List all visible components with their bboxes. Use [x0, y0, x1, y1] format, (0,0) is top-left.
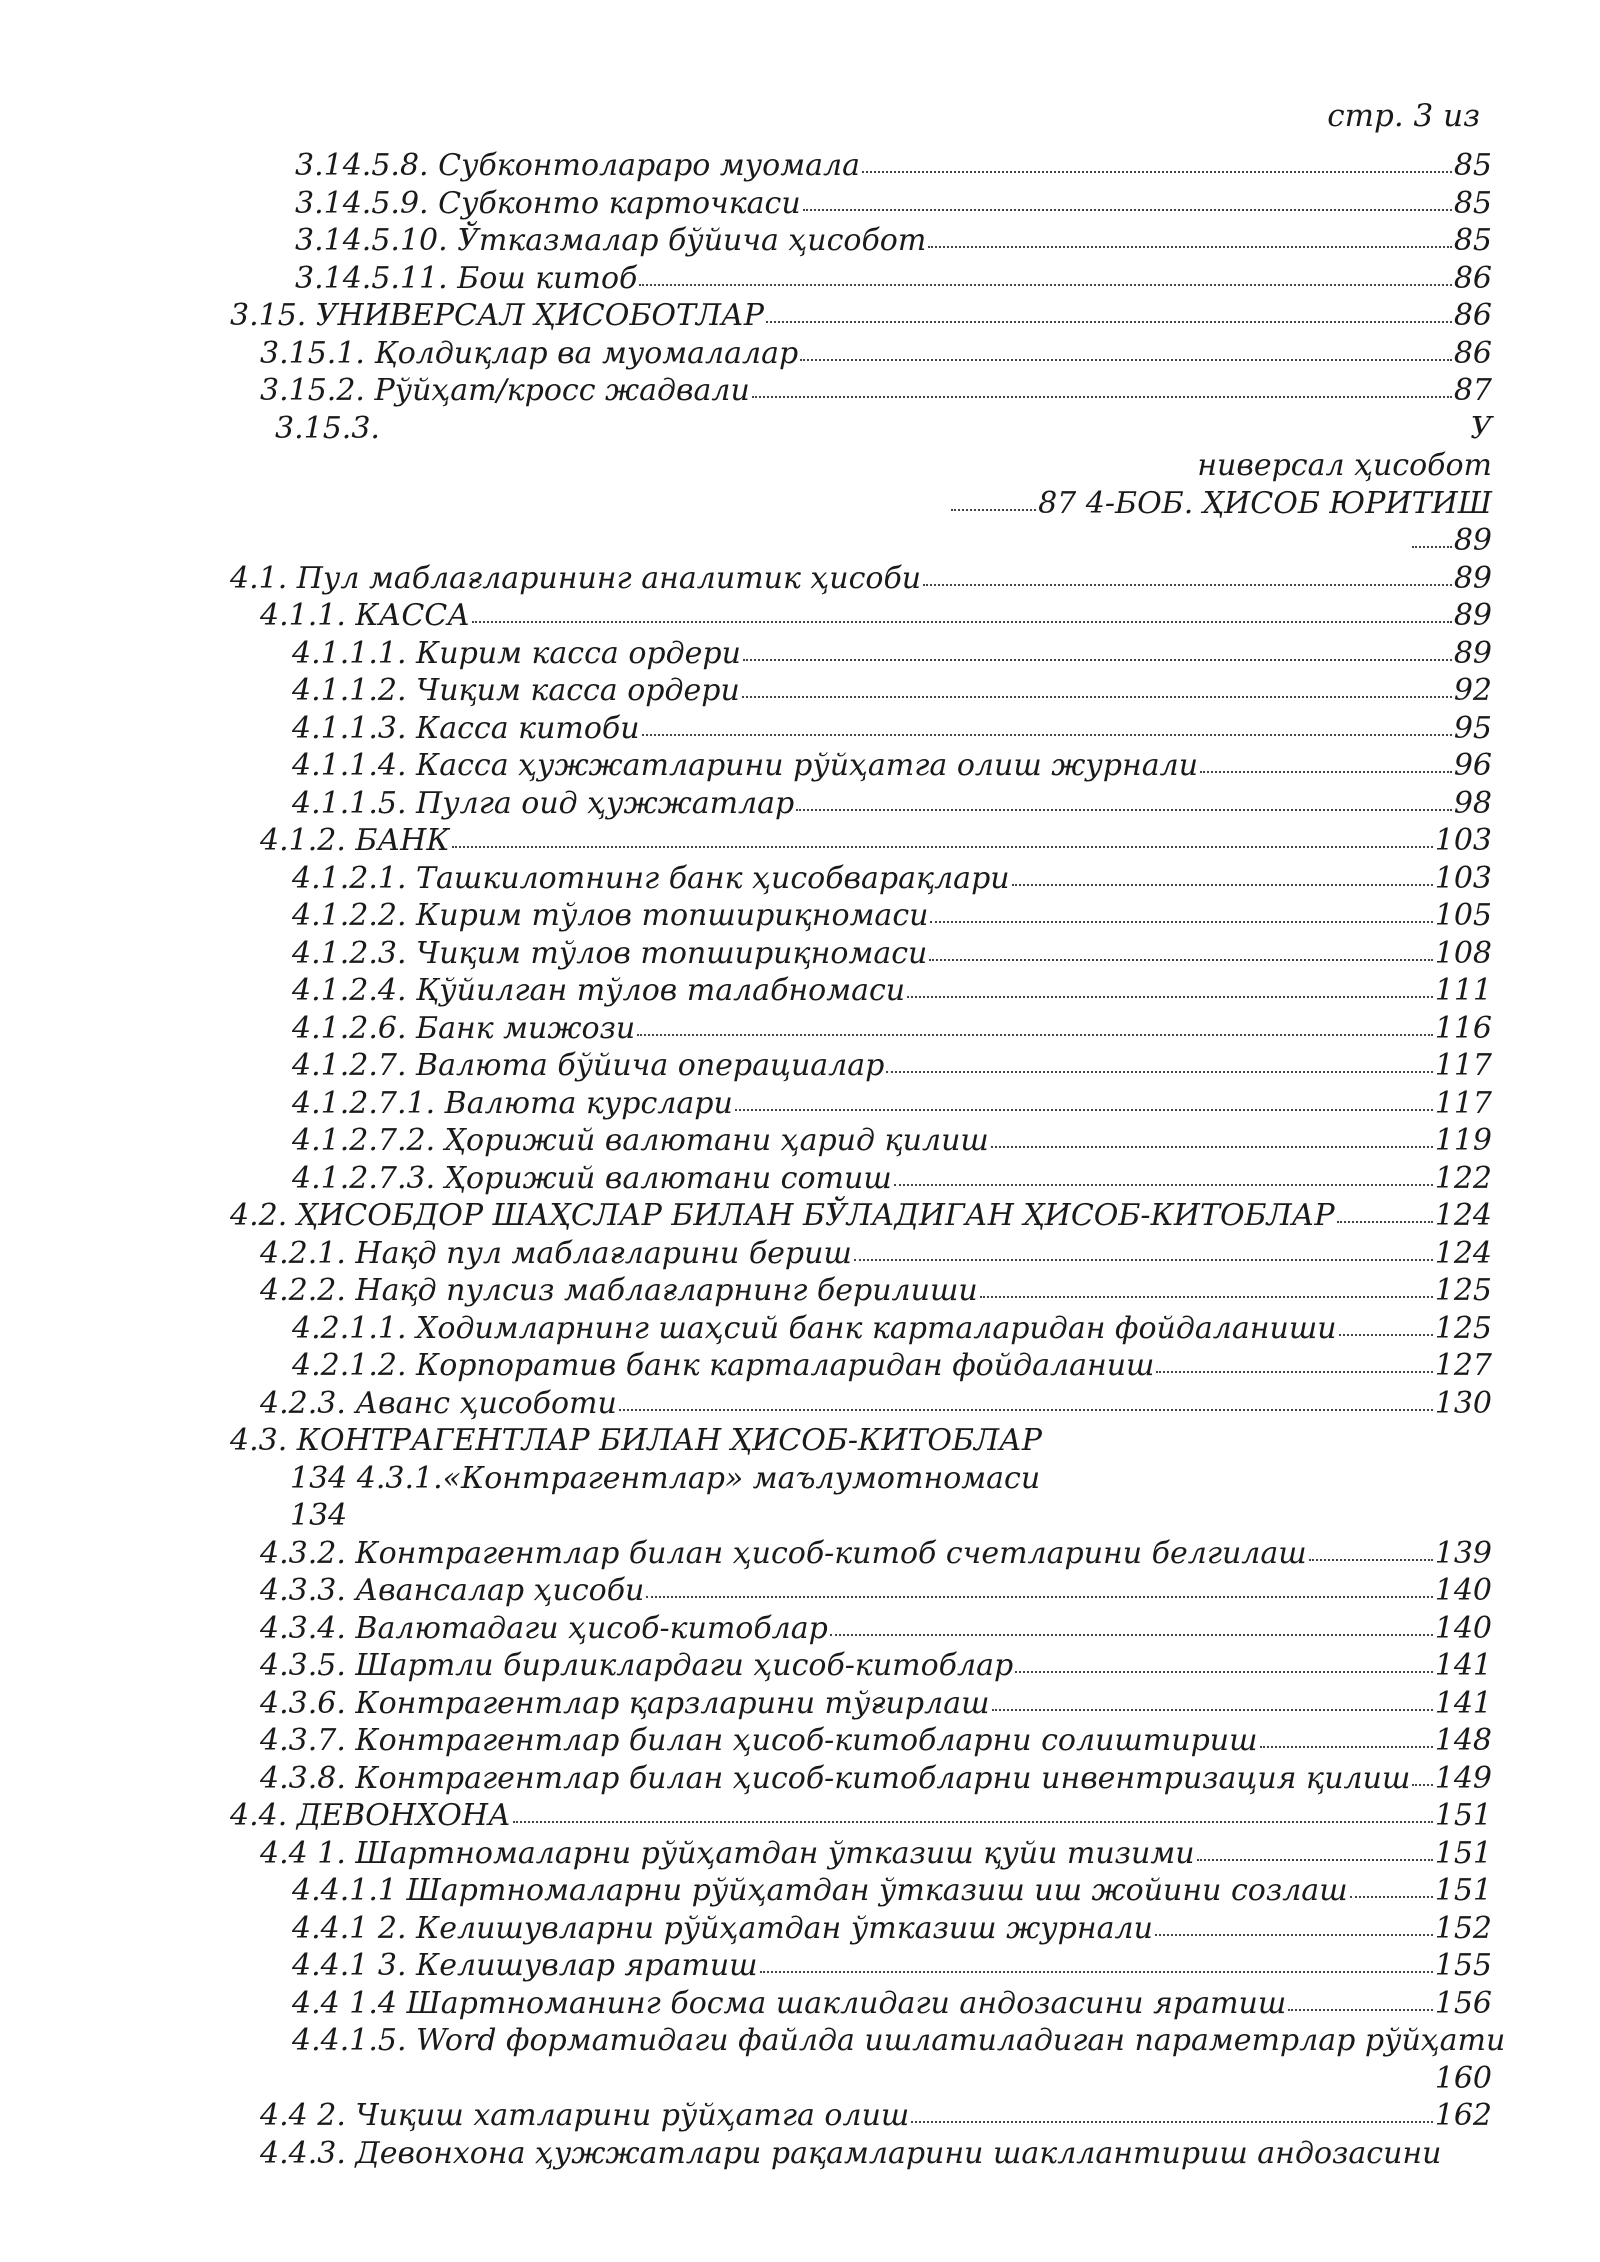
toc-entry-title: 3.15.2. Рўйҳат/кросс жадвали [260, 373, 750, 408]
toc-entry-leader [803, 209, 1452, 211]
toc-entry-title: 3.15.1. Қолдиқлар ва муомалалар [260, 335, 799, 371]
toc-entry-page: 86 [1453, 298, 1492, 333]
toc-entry-title: 4.1.1.3. Касса китоби [292, 710, 640, 746]
toc-entry-title: 4.2.1.2. Корпоратив банк карталаридан фойдаланиш [292, 1348, 1155, 1383]
toc-entry[interactable] [0, 522, 1600, 560]
toc-entry-title: 134 [290, 1498, 348, 1533]
table-of-contents [0, 147, 1600, 2172]
toc-entry-leader [735, 1109, 1433, 1111]
toc-entry[interactable] [0, 1047, 1600, 1085]
toc-entry-page: 125 [1434, 1310, 1492, 1346]
toc-entry-leader [911, 2121, 1432, 2123]
toc-entry-title: 3.15. УНИВЕРСАЛ ҲИСОБОТЛАР [230, 298, 764, 333]
toc-entry[interactable] [0, 1010, 1600, 1048]
toc-entry-page: 86 [1453, 335, 1492, 371]
toc-entry-leader [1197, 1859, 1433, 1861]
toc-entry[interactable] [0, 1872, 1600, 1910]
toc-entry-leader [929, 959, 1432, 961]
toc-entry[interactable] [0, 785, 1600, 823]
toc-entry-leader [800, 359, 1452, 361]
toc-entry-leader [1156, 1371, 1432, 1373]
toc-entry[interactable] [0, 1197, 1600, 1235]
toc-entry-page: 86 [1453, 260, 1492, 296]
toc-entry-page: 98 [1453, 785, 1492, 821]
toc-entry-page: 151 [1434, 1835, 1492, 1871]
toc-entry-title: 4.1. Пул маблағларининг аналитик ҳисоби [230, 560, 922, 596]
toc-entry-title: 4.4 1.4 Шартноманинг босма шаклидаги андозасини яратиш [292, 1985, 1287, 2021]
toc-entry-leader [766, 321, 1452, 323]
toc-entry-title: 3.14.5.9. Субконто карточкаси [295, 185, 801, 221]
toc-entry-page: 119 [1434, 1123, 1492, 1158]
toc-entry[interactable] [0, 1910, 1600, 1948]
toc-entry-page: 151 [1434, 1873, 1492, 1908]
toc-entry-leader [752, 396, 1452, 398]
toc-entry-leader [452, 846, 1433, 848]
toc-entry-leader [642, 734, 1452, 736]
toc-entry[interactable] [0, 1797, 1600, 1835]
toc-entry-leader [928, 246, 1452, 248]
toc-entry-page: 103 [1434, 860, 1492, 896]
toc-entry-page: 140 [1434, 1610, 1492, 1646]
toc-entry-leader [1337, 1221, 1433, 1223]
toc-entry-title: 4.1.1.4. Касса ҳужжатларини рўйҳатга олиш журнали [292, 748, 1199, 783]
toc-entry-title: 4.1.1.2. Чиқим касса ордери [292, 673, 740, 708]
toc-entry-leader [619, 1409, 1433, 1411]
toc-entry-leader [930, 921, 1432, 923]
toc-entry-page: 124 [1434, 1198, 1492, 1233]
toc-entry-title: 4.3.4. Валютадаги ҳисоб-китоблар [260, 1610, 828, 1646]
toc-entry[interactable] [0, 1085, 1600, 1123]
toc-entry[interactable] [0, 1460, 1600, 1498]
toc-entry-title: 4.4 1. Шартномаларни рўйҳатдан ўтказиш қуйи тизими [260, 1835, 1195, 1871]
toc-entry-title: 4.3.2. Контрагентлар билан ҳисоб-китоб счетларини белгилаш [260, 1535, 1307, 1571]
toc-entry-title: 3.14.5.8. Субконтолараро муомала [295, 148, 860, 183]
toc-entry-leader [1309, 1559, 1433, 1561]
toc-entry-leader [1200, 771, 1452, 773]
toc-entry-page: 139 [1434, 1535, 1492, 1571]
toc-entry-title: 3.14.5.10. Ўтказмалар бўйича ҳисобот [295, 223, 927, 258]
toc-entry-title: 4.3. КОНТРАГЕНТЛАР БИЛАН ҲИСОБ-КИТОБЛАР [230, 1423, 1042, 1458]
toc-entry[interactable] [0, 2060, 1600, 2098]
toc-entry-page: 148 [1434, 1723, 1492, 1758]
toc-entry-title: 4.3.5. Шартли бирликлардаги ҳисоб-китоблар [260, 1648, 1014, 1683]
toc-entry-title: 4.1.2.7.2. Ҳорижий валютани ҳарид қилиш [292, 1123, 989, 1158]
toc-entry[interactable] [0, 447, 1600, 485]
toc-entry-title: 3.15.3. [275, 410, 380, 446]
toc-entry-title: 89 [1453, 523, 1492, 558]
toc-entry-page: 124 [1434, 1235, 1492, 1271]
toc-entry-title: 160 [1434, 2060, 1492, 2096]
toc-entry-page: 116 [1434, 1010, 1492, 1046]
toc-entry-leader [862, 171, 1452, 173]
toc-entry[interactable] [0, 485, 1600, 523]
toc-entry-leader [980, 1296, 1433, 1298]
toc-entry-page: 140 [1434, 1573, 1492, 1608]
toc-entry[interactable] [0, 1497, 1600, 1535]
toc-entry-leader [1412, 546, 1452, 548]
toc-entry[interactable] [0, 335, 1600, 373]
toc-entry[interactable] [0, 222, 1600, 260]
toc-entry[interactable] [0, 1160, 1600, 1198]
toc-entry[interactable] [0, 1235, 1600, 1273]
toc-entry[interactable] [0, 2135, 1600, 2173]
toc-entry-leader [1015, 1671, 1433, 1673]
toc-entry-page: 151 [1434, 1798, 1492, 1833]
toc-entry-leader [796, 809, 1452, 811]
toc-entry-page: 89 [1453, 560, 1492, 596]
toc-entry-title: 4.1.1.5. Пулга оид ҳужжатлар [292, 785, 795, 821]
toc-entry[interactable] [0, 747, 1600, 785]
toc-entry[interactable] [0, 372, 1600, 410]
toc-entry[interactable] [0, 1535, 1600, 1573]
toc-entry[interactable] [0, 1572, 1600, 1610]
toc-entry-title: 4.1.2.3. Чиқим тўлов топшириқномаси [292, 935, 928, 971]
toc-entry-leader [1350, 1896, 1433, 1898]
toc-entry-page: 89 [1453, 635, 1492, 671]
toc-entry-page: 156 [1434, 1985, 1492, 2021]
toc-entry-title: 4.2. ҲИСОБДОР ШАҲСЛАР БИЛАН БЎЛАДИГАН ҲИСОБ-КИТОБЛАР [230, 1198, 1335, 1233]
toc-entry[interactable] [0, 897, 1600, 935]
toc-entry-leader [854, 1259, 1433, 1261]
toc-entry-leader [894, 1184, 1433, 1186]
toc-entry-page: 162 [1434, 2098, 1492, 2133]
page-number-label: стр. 3 из [1327, 98, 1480, 134]
toc-entry-title: 4.1.2.4. Қўйилган тўлов талабномаси [292, 973, 906, 1008]
toc-entry-title: 4.1.2. БАНК [260, 823, 450, 858]
toc-entry-title: ниверсал ҳисобот [1197, 448, 1492, 483]
toc-entry-title: 4.3.8. Контрагентлар билан ҳисоб-китобларни инвентризация қилиш [260, 1760, 1411, 1796]
toc-entry-title: 4.1.2.7.1. Валюта курслари [292, 1085, 733, 1121]
toc-entry-title: 4.1.2.7.3. Ҳорижий валютани сотиш [292, 1160, 892, 1196]
toc-entry[interactable] [0, 972, 1600, 1010]
toc-entry-page: У [1470, 410, 1492, 446]
toc-entry-title: 3.14.5.11. Бош китоб [295, 260, 638, 296]
toc-entry-title: 4.1.1.1. Кирим касса ордери [292, 635, 741, 671]
toc-entry-title: 4.1.1. КАССА [260, 598, 470, 633]
toc-entry-title: 4.1.2.1. Ташкилотнинг банк ҳисобварақлари [292, 860, 1010, 896]
toc-entry-leader [1155, 1934, 1433, 1936]
toc-entry[interactable] [0, 672, 1600, 710]
toc-entry-title: 4.4.1.5. Word форматидаги файлда ишлатиладиган параметрлар рўйҳати [292, 2023, 1506, 2058]
toc-entry-leader [760, 1971, 1433, 1973]
toc-entry[interactable] [0, 297, 1600, 335]
toc-entry-title: 4.4.1 3. Келишувлар яратиш [292, 1948, 758, 1983]
toc-entry-title: 4.4. ДЕВОНХОНА [230, 1798, 511, 1833]
toc-entry-leader [907, 996, 1433, 998]
toc-entry[interactable] [0, 822, 1600, 860]
toc-entry-leader [639, 284, 1451, 286]
toc-entry-page: 130 [1434, 1385, 1492, 1421]
toc-entry-leader [1260, 1746, 1433, 1748]
toc-entry-page: 122 [1434, 1160, 1492, 1196]
toc-entry-page: 141 [1434, 1685, 1492, 1721]
toc-entry[interactable] [0, 1385, 1600, 1423]
toc-entry-leader [992, 1709, 1433, 1711]
toc-entry-title: 4.3.7. Контрагентлар билан ҳисоб-китобларни солиштириш [260, 1723, 1258, 1758]
toc-entry-title: 4.4.3. Девонхона ҳужжатлари рақамларини шакллантириш андозасини [260, 2135, 1442, 2171]
toc-entry[interactable] [0, 1947, 1600, 1985]
toc-entry-leader [886, 1071, 1432, 1073]
toc-entry-page: 85 [1453, 223, 1492, 258]
toc-entry[interactable] [0, 597, 1600, 635]
toc-entry-title: 4.2.1. Нақд пул маблағларини бериш [260, 1235, 852, 1271]
toc-entry-leader [1412, 1784, 1432, 1786]
toc-entry-leader [637, 1034, 1433, 1036]
toc-entry-title: 4.1.2.2. Кирим тўлов топшириқномаси [292, 898, 929, 933]
toc-entry-page: 87 [1453, 373, 1492, 408]
toc-entry-page: 92 [1453, 673, 1492, 708]
toc-entry[interactable] [0, 1685, 1600, 1723]
toc-entry-title: 4.2.2. Нақд пулсиз маблағларнинг берилиши [260, 1273, 978, 1308]
toc-entry-title: 4.3.3. Авансалар ҳисоби [260, 1573, 645, 1608]
toc-entry-page: 96 [1453, 748, 1492, 783]
toc-entry[interactable] [0, 710, 1600, 748]
toc-entry[interactable] [0, 1122, 1600, 1160]
toc-entry-page: 127 [1434, 1348, 1492, 1383]
toc-entry-page: 125 [1434, 1273, 1492, 1308]
toc-entry-page: 141 [1434, 1648, 1492, 1683]
toc-entry-title: 4.4 2. Чиқиш хатларини рўйҳатга олиш [260, 2098, 910, 2133]
toc-entry-leader [1288, 2009, 1432, 2011]
toc-entry-page: 95 [1453, 710, 1492, 746]
toc-entry[interactable] [0, 1722, 1600, 1760]
toc-entry-page: 155 [1434, 1948, 1492, 1983]
toc-entry-leader [743, 659, 1452, 661]
toc-entry[interactable] [0, 410, 1600, 448]
toc-entry-page: 117 [1434, 1048, 1492, 1083]
toc-entry[interactable] [0, 935, 1600, 973]
toc-entry-leader [991, 1146, 1433, 1148]
toc-entry-page: 103 [1434, 823, 1492, 858]
toc-entry[interactable] [0, 147, 1600, 185]
toc-entry-leader [1339, 1334, 1433, 1336]
toc-entry[interactable] [0, 1985, 1600, 2023]
toc-entry-leader [513, 1821, 1433, 1823]
toc-entry[interactable] [0, 185, 1600, 223]
toc-entry-page: 105 [1434, 898, 1492, 933]
toc-entry-page: 152 [1434, 1910, 1492, 1946]
toc-entry[interactable] [0, 1422, 1600, 1460]
toc-entry[interactable] [0, 1610, 1600, 1648]
toc-entry[interactable] [0, 2097, 1600, 2135]
toc-entry[interactable] [0, 2022, 1600, 2060]
toc-entry[interactable] [0, 560, 1600, 598]
toc-entry[interactable] [0, 1835, 1600, 1873]
toc-entry-leader [923, 584, 1452, 586]
toc-entry[interactable] [0, 260, 1600, 298]
toc-entry-title: 4.3.6. Контрагентлар қарзларини тўғирлаш [260, 1685, 990, 1721]
toc-entry[interactable] [0, 1310, 1600, 1348]
toc-entry-page: 111 [1434, 973, 1492, 1008]
toc-entry[interactable] [0, 1760, 1600, 1798]
toc-entry-title: 134 4.3.1.«Контрагентлар» маълумотномаси [290, 1460, 1041, 1496]
toc-entry-title: 87 4-БОБ. ҲИСОБ ЮРИТИШ [1038, 485, 1492, 521]
toc-entry[interactable] [0, 1647, 1600, 1685]
toc-entry-leader [1012, 884, 1433, 886]
toc-entry-leader [830, 1634, 1433, 1636]
toc-entry-page: 149 [1434, 1760, 1492, 1796]
toc-entry-page: 117 [1434, 1085, 1492, 1121]
toc-entry-title: 4.1.2.7. Валюта бўйича операциалар [292, 1048, 885, 1083]
toc-entry-leader [472, 621, 1452, 623]
toc-entry-leader [646, 1596, 1432, 1598]
toc-entry-page: 89 [1453, 598, 1492, 633]
toc-entry[interactable] [0, 1272, 1600, 1310]
toc-entry-page: 108 [1434, 935, 1492, 971]
toc-entry-page: 85 [1453, 148, 1492, 183]
toc-entry-title: 4.4.1.1 Шартномаларни рўйҳатдан ўтказиш иш жойини созлаш [292, 1873, 1348, 1908]
toc-entry[interactable] [0, 1347, 1600, 1385]
toc-entry-leader [951, 509, 1036, 511]
toc-entry[interactable] [0, 860, 1600, 898]
toc-entry-page: 85 [1453, 185, 1492, 221]
toc-entry-title: 4.4.1 2. Келишувларни рўйҳатдан ўтказиш журнали [292, 1910, 1153, 1946]
toc-entry-title: 4.1.2.6. Банк мижози [292, 1010, 636, 1046]
toc-entry-leader [742, 696, 1452, 698]
toc-entry-title: 4.2.1.1. Ходимларнинг шаҳсий банк карталаридан фойдаланиши [292, 1310, 1337, 1346]
toc-entry[interactable] [0, 635, 1600, 673]
toc-entry-title: 4.2.3. Аванс ҳисоботи [260, 1385, 617, 1421]
